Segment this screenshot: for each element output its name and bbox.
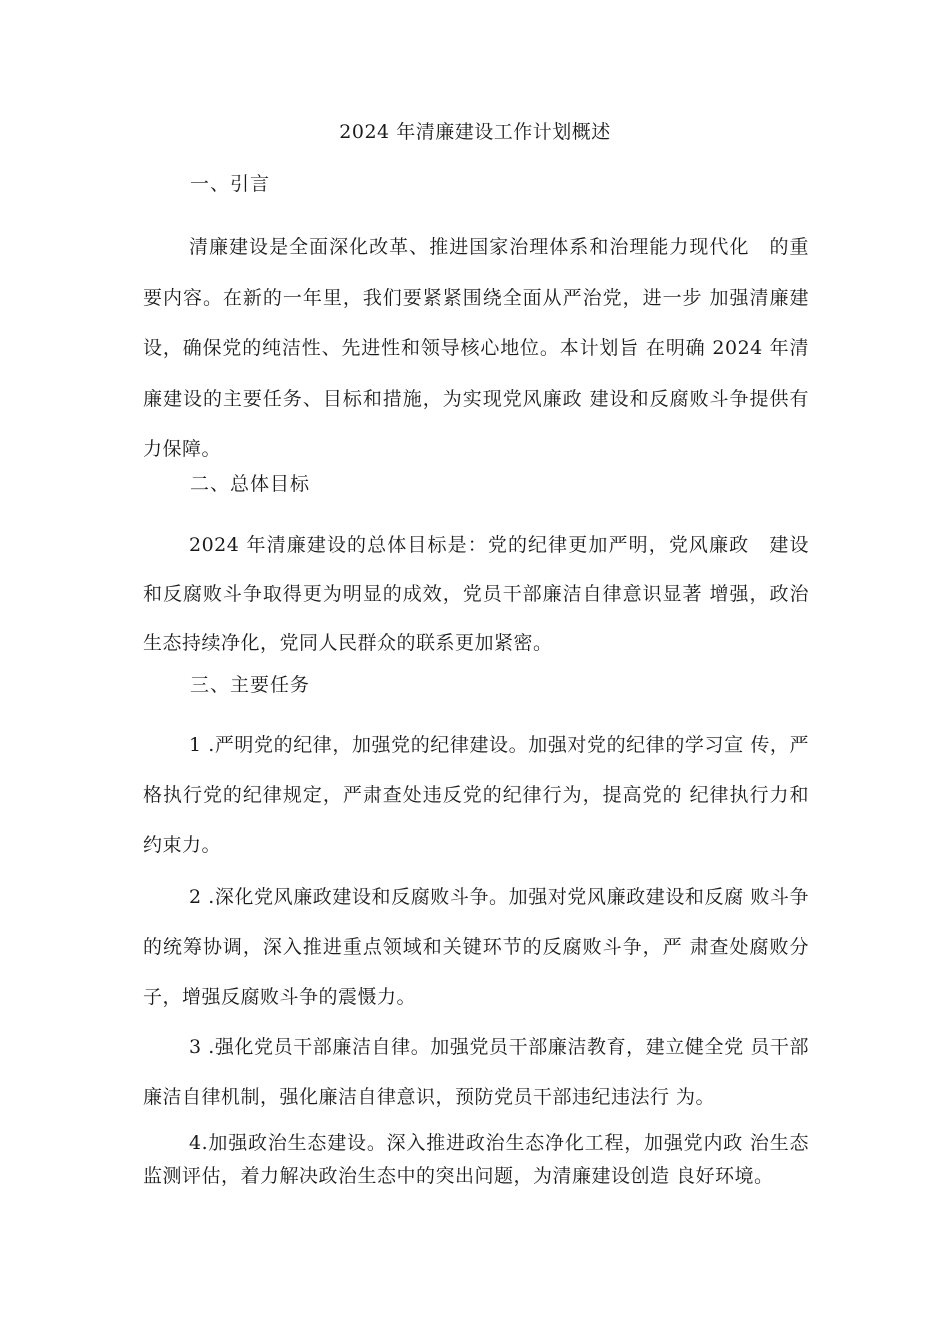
document-title: 2024 年清廉建设工作计划概述 xyxy=(339,121,611,143)
paragraph-task-2: 2 .深化党风廉政建设和反腐败斗争。加强对党风廉政建设和反腐 败斗争的统筹协调，深入推进重点领域和关键环节的反腐败斗争，严 肃查处腐败分子，增强反腐败斗争的震慑力。 xyxy=(143,886,809,1008)
section-heading-overall-goal: 二、总体目标 xyxy=(190,473,311,495)
paragraph-task-1: 1 .严明党的纪律，加强党的纪律建设。加强对党的纪律的学习宣 传，严格执行党的纪律规定，严肃查处违反党的纪律行为，提高党的 纪律执行力和约束力。 xyxy=(143,734,809,856)
section-heading-main-tasks: 三、主要任务 xyxy=(190,674,311,696)
paragraph-overall-goal: 2024 年清廉建设的总体目标是：党的纪律更加严明，党风廉政 建设和反腐败斗争取得更为明显的成效，党员干部廉洁自律意识显著 增强，政治生态持续净化，党同人民群众的联系更加紧密。 xyxy=(143,534,809,654)
paragraph-task-4: 4.加强政治生态建设。深入推进政治生态净化工程，加强党内政 治生态监测评估，着力解决政治生态中的突出问题，为清廉建设创造 良好环境。 xyxy=(143,1132,809,1187)
section-heading-introduction: 一、引言 xyxy=(190,173,271,195)
paragraph-task-3: 3 .强化党员干部廉洁自律。加强党员干部廉洁教育，建立健全党 员干部廉洁自律机制，强化廉洁自律意识，预防党员干部违纪违法行 为。 xyxy=(143,1036,809,1108)
paragraph-introduction: 清廉建设是全面深化改革、推进国家治理体系和治理能力现代化 的重要内容。在新的一年里，我们要紧紧围绕全面从严治党，进一步 加强清廉建设，确保党的纯洁性、先进性和领导核心地位。本计划旨 在明确 2024 年清廉建设的主要任务、目标和措施，为实现党风廉政 建设和反腐败斗争提供有力保障。 xyxy=(143,236,809,461)
